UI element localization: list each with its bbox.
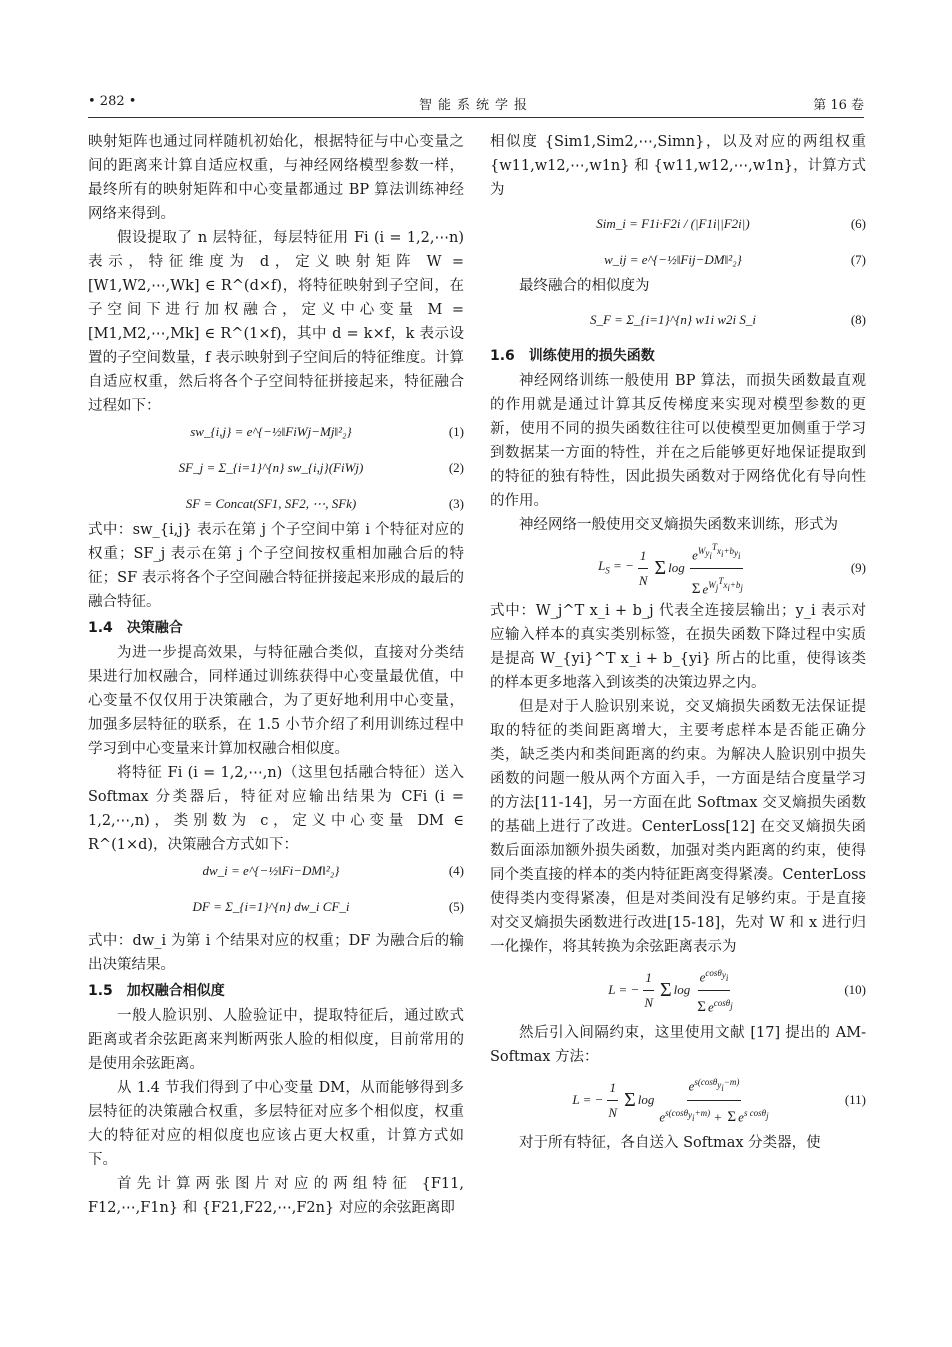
equation-6 (490, 202, 866, 246)
equation-10 (490, 959, 866, 1021)
left-column (88, 130, 464, 1220)
paragraph: 然后引入间隔约束，这里使用文献 [17] 提出的 AM-Softmax 方法： (490, 1025, 866, 1065)
paragraph: 式中：sw_{i,j} 表示在第 j 个子空间中第 i 个特征对应的权重；SF_j 表示在第 j 个子空间按权重相加融合后的特征；SF 表示将各个子空间融合特征拼接起来形成的最后的融合特征。 (88, 522, 464, 610)
section-heading: 1.5 加权融合相似度 (88, 983, 225, 999)
equation-number: (11) (844, 1092, 866, 1107)
paragraph: 式中：dw_i 为第 i 个结果对应的权重；DF 为融合后的输出决策结果。 (88, 933, 464, 973)
equation-11-body: L = − $\frac{1}{N}$ Σ log $\frac{e^{s(cos\theta_{y_i}-m)}}{e^{s(cos\theta_{y_i}+m)} + \Sigma e^{s cos\theta_j}}$ (520, 1069, 826, 1131)
section-heading: 1.6 训练使用的损失函数 (490, 348, 655, 364)
equation-text: w_ij = e^{−½‖Fij−DM‖²₂} (604, 252, 742, 267)
equation-number: (2) (448, 460, 464, 475)
paragraph: 一般人脸识别、人脸验证中，提取特征后，通过欧式距离或者余弦距离来判断两张人脸的相似度，目前常用的是使用余弦距离。 (88, 1008, 464, 1072)
equation-text: S_F = Σ_{i=1}^{n} w1i w2i S_i (589, 312, 757, 327)
equation-3 (88, 490, 464, 518)
equation-4 (88, 857, 464, 885)
journal-name: 智能系统学报 (418, 98, 533, 113)
equation-number: (5) (448, 899, 464, 914)
equation-10-body: L = − $\frac{1}{N}$ Σ log $\frac{e^{cos\theta_{y_i}}}{\Sigma e^{cos\theta_j}}$ (520, 959, 826, 1021)
equation-number: (1) (448, 424, 464, 439)
paragraph: 映射矩阵也通过同样随机初始化，根据特征与中心变量之间的距离来计算自适应权重，与神经网络模型参数一样，最终所有的映射矩阵和中心变量都通过 BP 算法训练神经网络来得到。 (88, 134, 464, 222)
paragraph: 从 1.4 节我们得到了中心变量 DM，从而能够得到多层特征的决策融合权重，多层特征对应多个相似度，权重大的特征对应的相似度也应该占更大权重，计算方式如下。 (88, 1080, 464, 1168)
paragraph: 神经网络训练一般使用 BP 算法，而损失函数最直观的作用就是通过计算其反传梯度来实现对模型参数的更新，使用不同的损失函数往往可以使模型更加侧重于学习到数据某一方面的特性，并在之后能够更好地保证提取到的特征的独有特性，因此损失函数对于网络优化有导向性的作用。 (490, 373, 866, 509)
equation-1 (88, 418, 464, 446)
equation-number: (9) (850, 560, 866, 575)
right-column (490, 130, 866, 1155)
equation-11 (490, 1069, 866, 1131)
equation-text: SF_j = Σ_{i=1}^{n} sw_{i,j}(FiWj) (178, 460, 364, 475)
volume-label: 第 16 卷 (813, 98, 864, 113)
equation-text: dw_i = e^{−½‖Fi−DM‖²₂} (202, 863, 340, 878)
equation-number: (7) (850, 252, 866, 267)
paragraph: 首先计算两张图片对应的两组特征 {F11, F12,⋯,F1n} 和 {F21,F22,⋯,F2n} 对应的余弦距离即 (88, 1176, 464, 1216)
equation-text: DF = Σ_{i=1}^{n} dw_i CF_i (192, 899, 350, 914)
equation-5 (88, 885, 464, 929)
paragraph: 但是对于人脸识别来说，交叉熵损失函数无法保证提取的特征的类间距离增大，主要考虑样本是否能正确分类，缺乏类内和类间距离的约束。为解决人脸识别中损失函数的问题一般从两个方面入手，一方面是结合度量学习的方法[11-14]，另一方面在此 Softmax 交叉熵损失函数的基础上进行了改进。CenterLoss[12] 在交叉熵损失函数后面添加额外损失函数，加强对类内距离的约束，使得同个类直接的样本的类内特征距离变得紧凑。CenterLoss 使得类内变得紧凑，但是对类间没有足够约束。于是直接对交叉熵损失函数进行改进[15-18]，先对 W 和 x 进行归一化操作，将其转换为余弦距离表示为 (490, 699, 866, 955)
equation-number: (3) (448, 496, 464, 511)
equation-number: (8) (850, 312, 866, 327)
paragraph: 式中：W_j^T x_i + b_j 代表全连接层输出；y_i 表示对应输入样本的真实类别标签，在损失函数下降过程中实质是提高 W_{yi}^T x_i + b_{yi} 所占的比重，使得该类的样本更多地落入到该类的决策边界之内。 (490, 603, 866, 691)
equation-number: (4) (448, 863, 464, 878)
equation-number: (6) (850, 216, 866, 231)
paragraph: 相似度 {Sim1,Sim2,⋯,Simn}，以及对应的两组权重 {w11,w12,⋯,w1n} 和 {w11,w12,⋯,w1n}，计算方式为 (490, 134, 866, 198)
paragraph: 对于所有特征，各自送入 Softmax 分类器，使 (519, 1135, 821, 1151)
paragraph: 最终融合的相似度为 (519, 278, 650, 294)
equation-9 (490, 537, 866, 599)
equation-2 (88, 446, 464, 490)
equation-text: SF = Concat(SF1, SF2, ⋯, SFk) (185, 496, 357, 511)
equation-9-body: $L_S$ = − $\frac{1}{N}$ Σ log $\frac{e^{W_{y_i}^Tx_i+b_{y_i}}}{\Sigma e^{W_j^Tx_i+b_j}}$ (520, 537, 826, 599)
header-rule (88, 117, 864, 118)
equation-8 (490, 298, 866, 342)
paragraph: 为进一步提高效果，与特征融合类似，直接对分类结果进行加权融合，同样通过训练获得中心变量最优值，中心变量不仅仅用于决策融合，为了更好地利用中心变量，加强多层特征的联系，在 1.5 小节介绍了利用训练过程中学习到中心变量来计算加权融合相似度。 (88, 645, 464, 757)
equation-7 (490, 246, 866, 274)
paragraph: 假设提取了 n 层特征，每层特征用 Fi (i = 1,2,⋯n) 表示，特征维度为 d，定义映射矩阵 W = [W1,W2,⋯,Wk] ∈ R^(d×f)，将特征映射到子空间，在子空间下进行加权融合，定义中心变量 M = [M1,M2,⋯,Mk] ∈ R^(1×f)，其中 d = k×f，k 表示设置的子空间数量，f 表示映射到子空间后的特征维度。计算自适应权重，然后将各个子空间特征拼接起来，特征融合过程如下： (88, 230, 464, 414)
running-header (88, 94, 864, 114)
equation-text: sw_{i,j} = e^{−½‖FiWj−Mj‖²₂} (190, 424, 352, 439)
page-number: • 282 • (88, 94, 137, 109)
section-heading: 1.4 决策融合 (88, 620, 183, 636)
paragraph: 神经网络一般使用交叉熵损失函数来训练，形式为 (519, 517, 838, 533)
paragraph: 将特征 Fi (i = 1,2,⋯,n)（这里包括融合特征）送入 Softmax 分类器后，特征对应输出结果为 CFi (i = 1,2,⋯,n)，类别数为 c，定义中心变量 DM ∈ R^(1×d)，决策融合方式如下： (88, 765, 464, 853)
equation-number: (10) (844, 982, 866, 997)
equation-text: Sim_i = F1i·F2i / (|F1i||F2i|) (596, 216, 750, 231)
